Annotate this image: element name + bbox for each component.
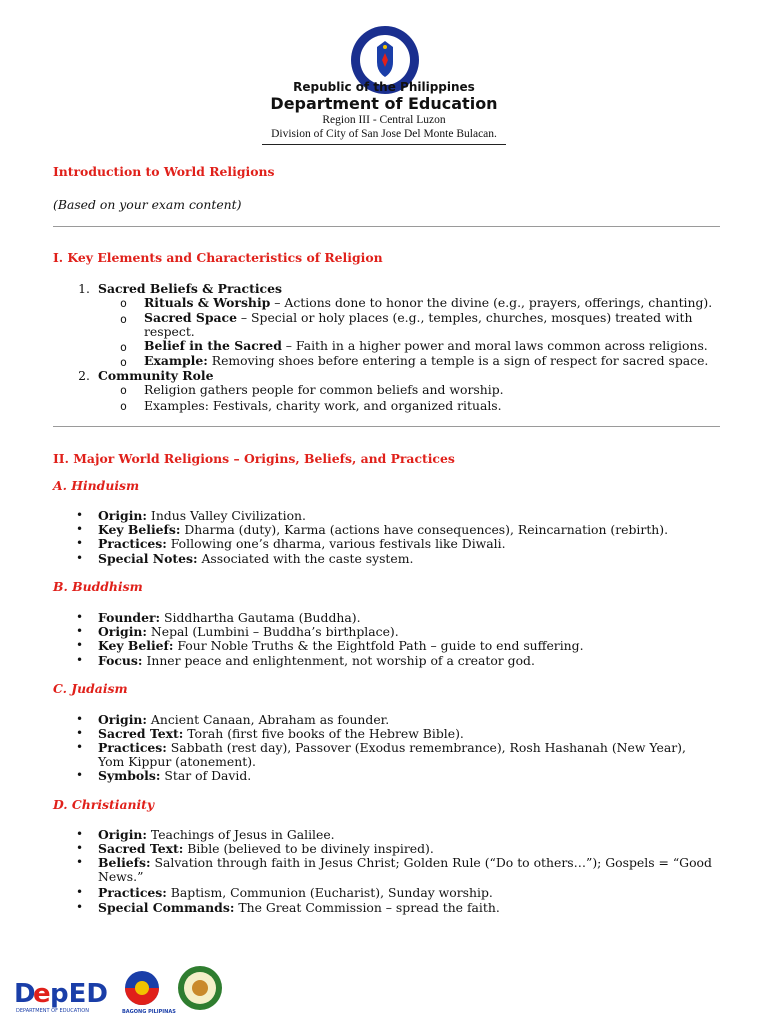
religion-heading-judaism: C. Judaism — [53, 681, 128, 696]
bullet-item: Special Notes: Associated with the caste system. — [98, 551, 414, 566]
division-seal-logo — [178, 966, 222, 1010]
sub-list-item: Rituals & Worship – Actions done to honor the divine (e.g., prayers, offerings, chanting). — [144, 295, 713, 310]
sub-list-item: Religion gathers people for common beliefs and worship. — [144, 382, 504, 397]
bullet-item: Practices: Sabbath (rest day), Passover (Exodus remembrance), Rosh Hashanah (New Year), — [98, 740, 686, 755]
religion-heading-buddhism: B. Buddhism — [53, 579, 143, 594]
list-marker: o — [120, 355, 127, 369]
religion-heading-hinduism: A. Hinduism — [53, 478, 140, 493]
bullet: • — [76, 885, 84, 899]
bullet: • — [76, 827, 84, 841]
footer-logos — [14, 964, 234, 1016]
bullet: • — [76, 855, 84, 869]
bullet-item: Sacred Text: Bible (believed to be divinely inspired). — [98, 841, 434, 856]
list-number: 1. — [78, 281, 90, 296]
division-text: Division of City of San Jose Del Monte Bulacan. — [271, 128, 497, 140]
bullet-item-continued: Yom Kippur (atonement). — [98, 754, 256, 769]
svg-text:DEPARTMENT OF EDUCATION: DEPARTMENT OF EDUCATION — [16, 1008, 89, 1014]
list-marker: o — [120, 399, 127, 413]
svg-text:e: e — [33, 979, 51, 1009]
bagong-pilipinas-logo — [122, 971, 176, 1015]
document-title: Introduction to World Religions — [53, 164, 275, 179]
bullet: • — [76, 610, 84, 624]
list-item-label: Sacred Beliefs & Practices — [98, 281, 282, 296]
bullet-item: Practices: Baptism, Communion (Eucharist), Sunday worship. — [98, 885, 493, 900]
bullet: • — [76, 508, 84, 522]
bullet-item: Focus: Inner peace and enlightenment, not worship of a creator god. — [98, 653, 535, 668]
sub-list-item-continued: respect. — [144, 324, 195, 339]
list-item-label: Community Role — [98, 368, 214, 383]
bullet: • — [76, 900, 84, 914]
sub-list-item: Belief in the Sacred – Faith in a higher power and moral laws common across religions. — [144, 338, 708, 353]
bullet-item: Beliefs: Salvation through faith in Jesus Christ; Golden Rule (“Do to others…”); Gospels = “Good — [98, 855, 712, 870]
bullet-item: Origin: Teachings of Jesus in Galilee. — [98, 827, 335, 842]
list-marker: o — [120, 340, 127, 354]
region-text: Region III - Central Luzon — [322, 114, 446, 126]
section-heading: I. Key Elements and Characteristics of Religion — [53, 250, 383, 265]
svg-text:D: D — [14, 979, 36, 1009]
bullet-item: Origin: Indus Valley Civilization. — [98, 508, 306, 523]
bullet: • — [76, 624, 84, 638]
bullet: • — [76, 551, 84, 565]
bullet: • — [76, 522, 84, 536]
sub-list-item: Example: Removing shoes before entering a temple is a sign of respect for sacred space. — [144, 353, 709, 368]
list-number: 2. — [78, 368, 90, 383]
section-divider — [53, 426, 720, 427]
bullet-item-continued: News.” — [98, 869, 144, 884]
document-subtitle: (Based on your exam content) — [53, 197, 242, 212]
bullet-item: Key Belief: Four Noble Truths & the Eightfold Path – guide to end suffering. — [98, 638, 584, 653]
section-heading: II. Major World Religions – Origins, Beliefs, and Practices — [53, 451, 455, 466]
list-marker: o — [120, 312, 127, 326]
bullet: • — [76, 740, 84, 754]
list-marker: o — [120, 383, 127, 397]
svg-text:pED: pED — [50, 979, 108, 1009]
bullet-item: Key Beliefs: Dharma (duty), Karma (actions have consequences), Reincarnation (rebirth). — [98, 522, 669, 537]
bullet: • — [76, 768, 84, 782]
bullet-item: Founder: Siddhartha Gautama (Buddha). — [98, 610, 361, 625]
bullet: • — [76, 726, 84, 740]
deped-logo — [14, 979, 108, 1014]
header-divider — [262, 144, 506, 145]
bullet: • — [76, 841, 84, 855]
svg-text:BAGONG PILIPINAS: BAGONG PILIPINAS — [122, 1009, 176, 1015]
bullet: • — [76, 712, 84, 726]
religion-heading-christianity: D. Christianity — [53, 797, 155, 812]
bullet-item: Symbols: Star of David. — [98, 768, 252, 783]
sub-list-item: Examples: Festivals, charity work, and organized rituals. — [144, 398, 502, 413]
list-marker: o — [120, 296, 127, 310]
bullet-item: Origin: Ancient Canaan, Abraham as founder. — [98, 712, 390, 727]
bullet: • — [76, 536, 84, 550]
republic-heading: Republic of the Philippines — [293, 80, 475, 94]
section-divider — [53, 226, 720, 227]
bullet-item: Special Commands: The Great Commission – spread the faith. — [98, 900, 500, 915]
sub-list-item: Sacred Space – Special or holy places (e.g., temples, churches, mosques) treated with — [144, 310, 693, 325]
bullet-item: Origin: Nepal (Lumbini – Buddha’s birthplace). — [98, 624, 399, 639]
bullet-item: Sacred Text: Torah (first five books of the Hebrew Bible). — [98, 726, 464, 741]
bullet-item: Practices: Following one’s dharma, various festivals like Diwali. — [98, 536, 506, 551]
bullet: • — [76, 653, 84, 667]
bullet: • — [76, 638, 84, 652]
department-heading: Department of Education — [270, 94, 498, 113]
